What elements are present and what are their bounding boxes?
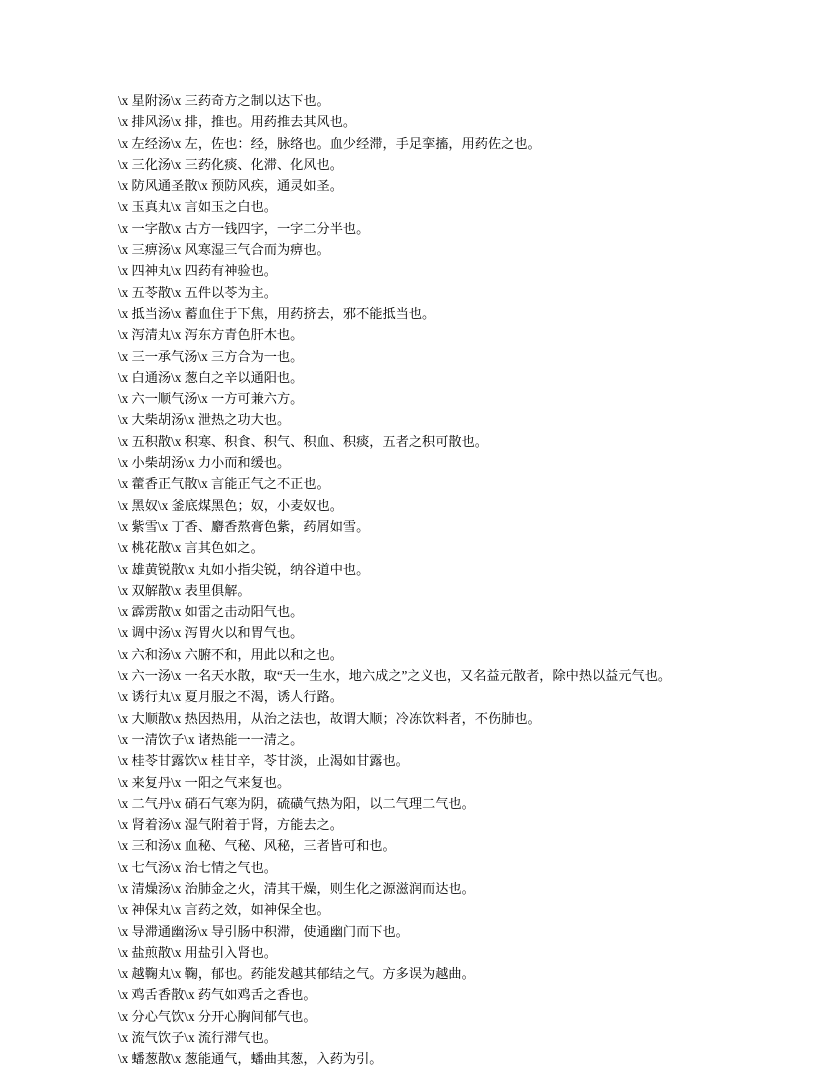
text-line: \x 玉真丸\x 言如玉之白也。 (118, 199, 277, 215)
text-line: \x 来复丹\x 一阳之气来复也。 (118, 774, 291, 790)
text-line: \x 三痹汤\x 风寒湿三气合而为痹也。 (118, 242, 330, 258)
text-line: \x 鸡舌香散\x 药气如鸡舌之香也。 (118, 987, 317, 1003)
text-line: \x 大柴胡汤\x 泄热之功大也。 (118, 412, 291, 428)
text-line: \x 三化汤\x 三药化痰、化滞、化风也。 (118, 156, 343, 172)
text-line: \x 六一汤\x 一名天水散，取“天一生水，地六成之”之义也，又名益元散者，除中热以益元气也。 (118, 668, 672, 684)
text-line: \x 霹雳散\x 如雷之击动阳气也。 (118, 604, 304, 620)
text-line: \x 三和汤\x 血秘、气秘、风秘，三者皆可和也。 (118, 838, 396, 854)
text-line: \x 黑奴\x 釜底煤黑色；奴，小麦奴也。 (118, 497, 343, 513)
text-line: \x 三一承气汤\x 三方合为一也。 (118, 348, 304, 364)
text-line: \x 神保丸\x 言药之效，如神保全也。 (118, 902, 330, 918)
text-line: \x 雄黄锐散\x 丸如小指尖锐，纳谷道中也。 (118, 561, 370, 577)
text-line: \x 二气丹\x 硝石气寒为阴，硫磺气热为阳，以二气理二气也。 (118, 795, 475, 811)
text-line: \x 六和汤\x 六腑不和，用此以和之也。 (118, 646, 343, 662)
text-line: \x 左经汤\x 左，佐也：经，脉络也。血少经滞，手足挛搐，用药佐之也。 (118, 135, 541, 151)
text-line: \x 调中汤\x 泻胃火以和胃气也。 (118, 625, 304, 641)
text-line: \x 星附汤\x 三药奇方之制以达下也。 (118, 93, 330, 108)
text-line: \x 排风汤\x 排，推也。用药推去其风也。 (118, 114, 357, 130)
text-line: \x 盐煎散\x 用盐引入肾也。 (118, 944, 277, 960)
text-line: \x 大顺散\x 热因热用，从治之法也，故谓大顺；冷冻饮料者，不伤肺也。 (118, 710, 541, 726)
text-line: \x 一清饮子\x 诸热能一一清之。 (118, 731, 304, 747)
text-line: \x 白通汤\x 葱白之辛以通阳也。 (118, 369, 304, 385)
text-line: \x 越鞠丸\x 鞠，郁也。药能发越其郁结之气。方多误为越曲。 (118, 966, 475, 982)
text-line: \x 分心气饮\x 分开心胸间郁气也。 (118, 1008, 317, 1024)
text-line: \x 七气汤\x 治七情之气也。 (118, 859, 277, 875)
text-line: \x 五积散\x 积寒、积食、积气、积血、积痰，五者之积可散也。 (118, 433, 488, 449)
text-line: \x 流气饮子\x 流行滞气也。 (118, 1030, 277, 1046)
text-line: \x 防风通圣散\x 预防风疾，通灵如圣。 (118, 178, 343, 194)
text-line: \x 清燥汤\x 治肺金之火，清其干燥，则生化之源滋润而达也。 (118, 880, 475, 896)
text-line: \x 紫雪\x 丁香、麝香熬膏色紫，药屑如雪。 (118, 518, 370, 534)
text-line: \x 桃花散\x 言其色如之。 (118, 540, 264, 556)
text-line: \x 桂苓甘露饮\x 桂甘辛，苓甘淡，止渴如甘露也。 (118, 753, 409, 769)
text-line: \x 肾着汤\x 湿气附着于肾，方能去之。 (118, 817, 343, 833)
text-line: \x 泻清丸\x 泻东方青色肝木也。 (118, 327, 304, 343)
text-line: \x 双解散\x 表里俱解。 (118, 582, 251, 598)
text-line: \x 小柴胡汤\x 力小而和缓也。 (118, 455, 291, 471)
text-line: \x 藿香正气散\x 言能正气之不正也。 (118, 476, 330, 492)
text-line: \x 诱行丸\x 夏月服之不渴，诱人行路。 (118, 689, 343, 705)
text-line: \x 一字散\x 古方一钱四字，一字二分半也。 (118, 220, 370, 236)
text-line: \x 六一顺气汤\x 一方可兼六方。 (118, 391, 304, 407)
text-line: \x 抵当汤\x 蓄血住于下焦，用药挤去，邪不能抵当也。 (118, 305, 436, 321)
text-line: \x 四神丸\x 四药有神验也。 (118, 263, 277, 279)
text-line: \x 五苓散\x 五件以苓为主。 (118, 284, 277, 300)
document-text-block (118, 90, 696, 1070)
text-line: \x 导滞通幽汤\x 导引肠中积滞，使通幽门而下也。 (118, 923, 409, 939)
text-line: \x 蟠葱散\x 葱能通气，蟠曲其葱，入药为引。 (118, 1051, 383, 1067)
